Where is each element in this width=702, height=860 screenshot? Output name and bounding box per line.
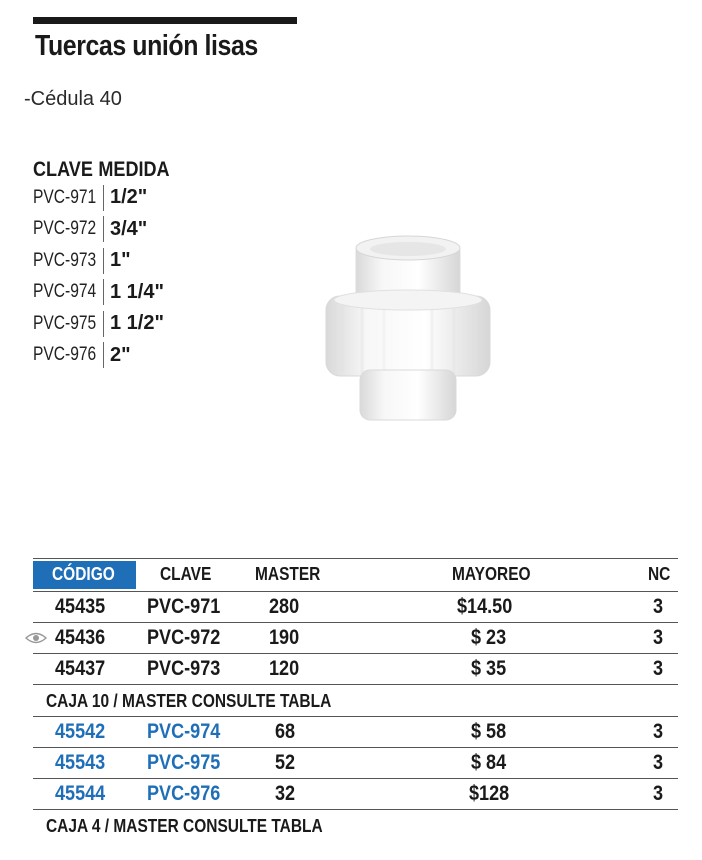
spec-table [33, 158, 192, 371]
spec-row [33, 340, 192, 372]
cell-master: 120 [269, 657, 300, 680]
cell-codigo: 45542 [55, 720, 106, 743]
table-note [33, 685, 678, 717]
table-row [33, 654, 678, 685]
spec-medida: 1" [110, 249, 131, 272]
spec-clave: PVC-971 [33, 186, 97, 208]
price-table-header [33, 558, 678, 592]
cell-clave: PVC-972 [147, 626, 221, 649]
cell-nc: 3 [653, 720, 664, 743]
spec-row [33, 214, 192, 246]
spec-clave: PVC-974 [33, 281, 97, 303]
spec-divider [103, 216, 104, 242]
cell-clave: PVC-973 [147, 657, 221, 680]
eye-icon [25, 631, 47, 645]
cell-mayoreo: $ 23 [471, 626, 507, 649]
cell-master: 32 [275, 782, 296, 805]
spec-header-clave: CLAVE [33, 158, 93, 181]
note-text: CAJA 4 / MASTER CONSULTE TABLA [46, 816, 323, 836]
table-note [33, 810, 678, 841]
cell-codigo: 45436 [55, 626, 106, 649]
cell-mayoreo: $14.50 [457, 595, 513, 618]
cell-clave: PVC-975 [147, 751, 221, 774]
cell-mayoreo: $ 35 [471, 657, 507, 680]
cell-codigo: 45544 [55, 782, 106, 805]
spec-row [33, 245, 192, 277]
header-nc: NC [648, 564, 671, 584]
spec-clave: PVC-972 [33, 218, 97, 240]
cell-master: 190 [269, 626, 300, 649]
header-master: MASTER [255, 564, 321, 584]
table-row [33, 592, 678, 623]
spec-header-medida: MEDIDA [98, 158, 170, 181]
price-table [33, 558, 678, 841]
spec-medida: 2" [110, 343, 131, 366]
spec-medida: 1/2" [110, 186, 148, 209]
cell-master: 280 [269, 595, 300, 618]
spec-clave: PVC-976 [33, 344, 97, 366]
cell-mayoreo: $ 58 [471, 720, 507, 743]
spec-divider [103, 342, 104, 368]
title-rule [33, 17, 297, 24]
spec-medida: 3/4" [110, 217, 148, 240]
spec-divider [103, 185, 104, 211]
cell-nc: 3 [653, 751, 664, 774]
cell-codigo: 45437 [55, 657, 106, 680]
spec-row [33, 182, 192, 214]
spec-clave: PVC-975 [33, 312, 97, 334]
cell-mayoreo: $ 84 [471, 751, 507, 774]
header-clave: CLAVE [160, 564, 212, 584]
table-row [33, 623, 678, 654]
header-mayoreo: MAYOREO [452, 564, 531, 584]
cell-clave: PVC-974 [147, 720, 221, 743]
page-title: Tuercas unión lisas [35, 30, 258, 62]
spec-row [33, 277, 192, 309]
spec-row [33, 308, 192, 340]
table-row [33, 748, 678, 779]
cell-codigo: 45435 [55, 595, 106, 618]
cell-nc: 3 [653, 657, 664, 680]
product-image [322, 230, 494, 426]
table-row [33, 717, 678, 748]
cell-nc: 3 [653, 595, 664, 618]
spec-clave: PVC-973 [33, 249, 97, 271]
cell-clave: PVC-971 [147, 595, 221, 618]
cell-clave: PVC-976 [147, 782, 221, 805]
cell-mayoreo: $128 [469, 782, 510, 805]
spec-medida: 1 1/4" [110, 280, 164, 303]
cell-master: 68 [275, 720, 296, 743]
subtitle: -Cédula 40 [24, 88, 122, 110]
cell-master: 52 [275, 751, 296, 774]
spec-divider [103, 248, 104, 274]
cell-codigo: 45543 [55, 751, 106, 774]
subtitle-text: Cédula 40 [30, 88, 122, 110]
spec-header [33, 158, 170, 182]
cell-nc: 3 [653, 782, 664, 805]
header-codigo: CÓDIGO [52, 564, 115, 584]
spec-divider [103, 311, 104, 337]
spec-divider [103, 279, 104, 305]
spec-medida: 1 1/2" [110, 312, 164, 335]
note-text: CAJA 10 / MASTER CONSULTE TABLA [46, 691, 332, 711]
table-row [33, 779, 678, 810]
cell-nc: 3 [653, 626, 664, 649]
